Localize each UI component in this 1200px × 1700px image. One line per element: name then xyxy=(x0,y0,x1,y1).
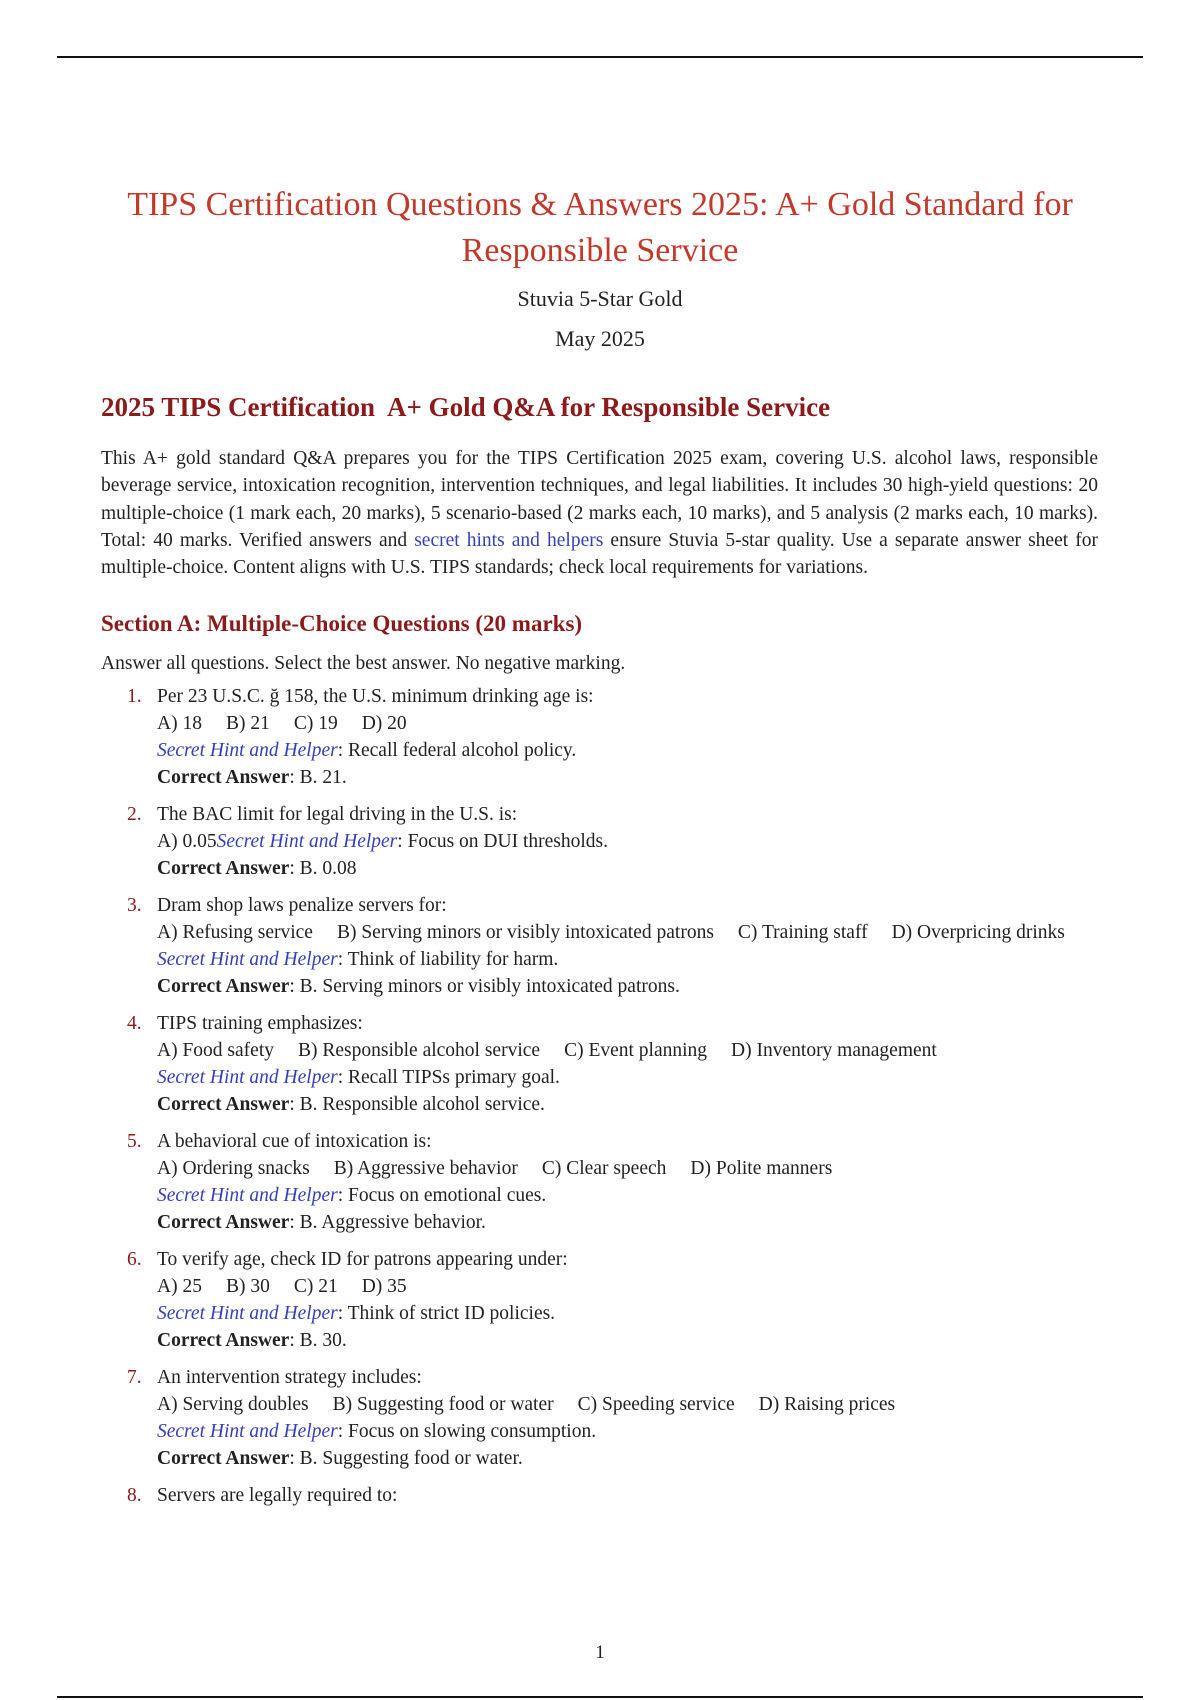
question-text: A behavioral cue of intoxication is: xyxy=(157,1131,432,1153)
hint-label: Secret Hint and Helper xyxy=(216,831,398,853)
option-d: D) Overpricing drinks xyxy=(891,922,1065,944)
title-block xyxy=(80,182,1120,352)
question-answer xyxy=(157,1209,1098,1236)
section-heading: 2025 TIPS Certification A+ Gold Q&A for Responsible Service xyxy=(101,392,831,422)
question-answer xyxy=(157,1091,1098,1118)
question-text: To verify age, check ID for patrons appearing under: xyxy=(157,1249,568,1271)
answer-label: Correct Answer xyxy=(157,1330,290,1352)
hint-label: Secret Hint and Helper xyxy=(157,1303,338,1325)
hint-text: : Recall TIPSs primary goal. xyxy=(337,1067,560,1089)
question-number: 1. xyxy=(127,686,142,708)
question-hint xyxy=(157,1418,1098,1445)
answer-label: Correct Answer xyxy=(157,1094,290,1116)
option-b: B) Aggressive behavior xyxy=(333,1158,518,1180)
hint-text: : Focus on emotional cues. xyxy=(337,1185,547,1207)
question-answer xyxy=(157,973,1098,1000)
option-d: D) Raising prices xyxy=(758,1394,896,1416)
option-b: B) Responsible alcohol service xyxy=(297,1040,541,1062)
hint-label: Secret Hint and Helper xyxy=(157,1185,338,1207)
option-d: D) Polite manners xyxy=(690,1158,833,1180)
answer-text: : B. 30. xyxy=(289,1330,347,1352)
question-text: Servers are legally required to: xyxy=(157,1485,398,1507)
question-number: 6. xyxy=(127,1249,142,1271)
intro-text-2: ensure Stuvia 5-star quality. Use a separate answer sheet for multiple-choice. Content aligns with U.S. TIPS standards; check local requirements for variations. xyxy=(101,529,1098,579)
question-answer xyxy=(157,1327,1098,1354)
hints-link[interactable]: secret hints and helpers xyxy=(414,529,604,551)
question-8 xyxy=(101,1482,1098,1509)
question-list xyxy=(101,683,1098,1509)
hint-label: Secret Hint and Helper xyxy=(157,1421,338,1443)
option-c: C) 19 xyxy=(293,713,338,735)
answer-text: : B. Suggesting food or water. xyxy=(289,1448,523,1470)
option-c: C) Training staff xyxy=(737,922,868,944)
question-answer xyxy=(157,1445,1098,1472)
question-options xyxy=(157,1155,1098,1182)
option-d: D) 20 xyxy=(361,713,407,735)
option-a: A) Ordering snacks xyxy=(157,1158,310,1180)
answer-text: : B. Aggressive behavior. xyxy=(289,1212,486,1234)
question-number: 4. xyxy=(127,1013,142,1035)
option-a: A) 25 xyxy=(157,1276,202,1298)
question-number: 2. xyxy=(127,804,142,826)
question-7 xyxy=(101,1364,1098,1472)
question-hint xyxy=(157,1182,1098,1209)
question-2 xyxy=(101,801,1098,882)
question-options xyxy=(157,710,1098,737)
question-options xyxy=(157,919,1098,946)
option-b: B) 21 xyxy=(225,713,270,735)
question-hint xyxy=(157,946,1098,973)
answer-text: : B. Serving minors or visibly intoxicated patrons. xyxy=(289,976,680,998)
option-c: C) 21 xyxy=(293,1276,338,1298)
option-a: A) Serving doubles xyxy=(157,1394,309,1416)
intro-paragraph xyxy=(101,445,1098,581)
answer-text: : B. 0.08 xyxy=(289,858,357,880)
question-options-hint xyxy=(157,828,1098,855)
question-options xyxy=(157,1037,1098,1064)
hint-text: : Think of strict ID policies. xyxy=(337,1303,556,1325)
header-rule xyxy=(57,56,1143,58)
option-c: C) Speeding service xyxy=(577,1394,735,1416)
intro-text-1: This A+ gold standard Q&A prepares you for the TIPS Certification 2025 exam, covering U.S. alcohol laws, responsible beverage service, intoxication recognition, intervention techniques, and legal liabilities. It includes 30 high-yield questions: 20 multiple-choice (1 mark each, 20 marks), 5 scenario-based (2 marks each, 10 marks), and 5 analysis (2 marks each, 10 marks). Total: 40 marks. Verified answers and xyxy=(101,448,1098,551)
document-body xyxy=(101,392,1098,1519)
question-4 xyxy=(101,1010,1098,1118)
question-text: Per 23 U.S.C. ğ 158, the U.S. minimum drinking age is: xyxy=(157,686,594,708)
question-text: The BAC limit for legal driving in the U.S. is: xyxy=(157,804,518,826)
hint-text: : Focus on slowing consumption. xyxy=(337,1421,597,1443)
question-hint xyxy=(157,1300,1098,1327)
hint-label: Secret Hint and Helper xyxy=(157,1067,338,1089)
document-title: TIPS Certification Questions & Answers 2025: A+ Gold Standard for Responsible Service xyxy=(127,186,1073,269)
option-a: A) Food safety xyxy=(157,1040,274,1062)
section-a-heading: Section A: Multiple-Choice Questions (20 marks) xyxy=(101,611,583,637)
answer-label: Correct Answer xyxy=(157,1448,290,1470)
option-c: C) Event planning xyxy=(564,1040,708,1062)
option-d: D) 35 xyxy=(361,1276,407,1298)
document-author: Stuvia 5-Star Gold xyxy=(517,286,683,311)
page-number: 1 xyxy=(595,1642,605,1663)
option-b: B) Serving minors or visibly intoxicated patrons xyxy=(336,922,714,944)
question-text: An intervention strategy includes: xyxy=(157,1367,422,1389)
answer-label: Correct Answer xyxy=(157,767,290,789)
option-d: D) Inventory management xyxy=(731,1040,937,1062)
question-number: 7. xyxy=(127,1367,142,1389)
footer-rule xyxy=(57,1696,1143,1698)
question-number: 8. xyxy=(127,1485,142,1507)
section-a-instructions: Answer all questions. Select the best answer. No negative marking. xyxy=(101,653,626,675)
question-answer xyxy=(157,855,1098,882)
question-3 xyxy=(101,892,1098,1000)
option-a: A) Refusing service xyxy=(157,922,313,944)
question-hint xyxy=(157,1064,1098,1091)
option-a: A) 0.05 xyxy=(157,831,217,853)
question-answer xyxy=(157,764,1098,791)
answer-label: Correct Answer xyxy=(157,976,290,998)
hint-text: : Recall federal alcohol policy. xyxy=(337,740,577,762)
hint-label: Secret Hint and Helper xyxy=(157,740,338,762)
question-6 xyxy=(101,1246,1098,1354)
document-date: May 2025 xyxy=(555,326,645,351)
answer-text: : B. Responsible alcohol service. xyxy=(289,1094,545,1116)
option-c: C) Clear speech xyxy=(541,1158,667,1180)
question-text: TIPS training emphasizes: xyxy=(157,1013,363,1035)
question-1 xyxy=(101,683,1098,791)
question-number: 5. xyxy=(127,1131,142,1153)
answer-text: : B. 21. xyxy=(289,767,347,789)
hint-text: : Focus on DUI thresholds. xyxy=(397,831,608,853)
answer-label: Correct Answer xyxy=(157,1212,290,1234)
hint-text: : Think of liability for harm. xyxy=(337,949,559,971)
option-b: B) Suggesting food or water xyxy=(332,1394,554,1416)
option-b: B) 30 xyxy=(225,1276,270,1298)
question-options xyxy=(157,1391,1098,1418)
question-5 xyxy=(101,1128,1098,1236)
question-text: Dram shop laws penalize servers for: xyxy=(157,895,447,917)
hint-label: Secret Hint and Helper xyxy=(157,949,338,971)
option-a: A) 18 xyxy=(157,713,202,735)
question-number: 3. xyxy=(127,895,142,917)
question-hint xyxy=(157,737,1098,764)
question-options xyxy=(157,1273,1098,1300)
answer-label: Correct Answer xyxy=(157,858,290,880)
